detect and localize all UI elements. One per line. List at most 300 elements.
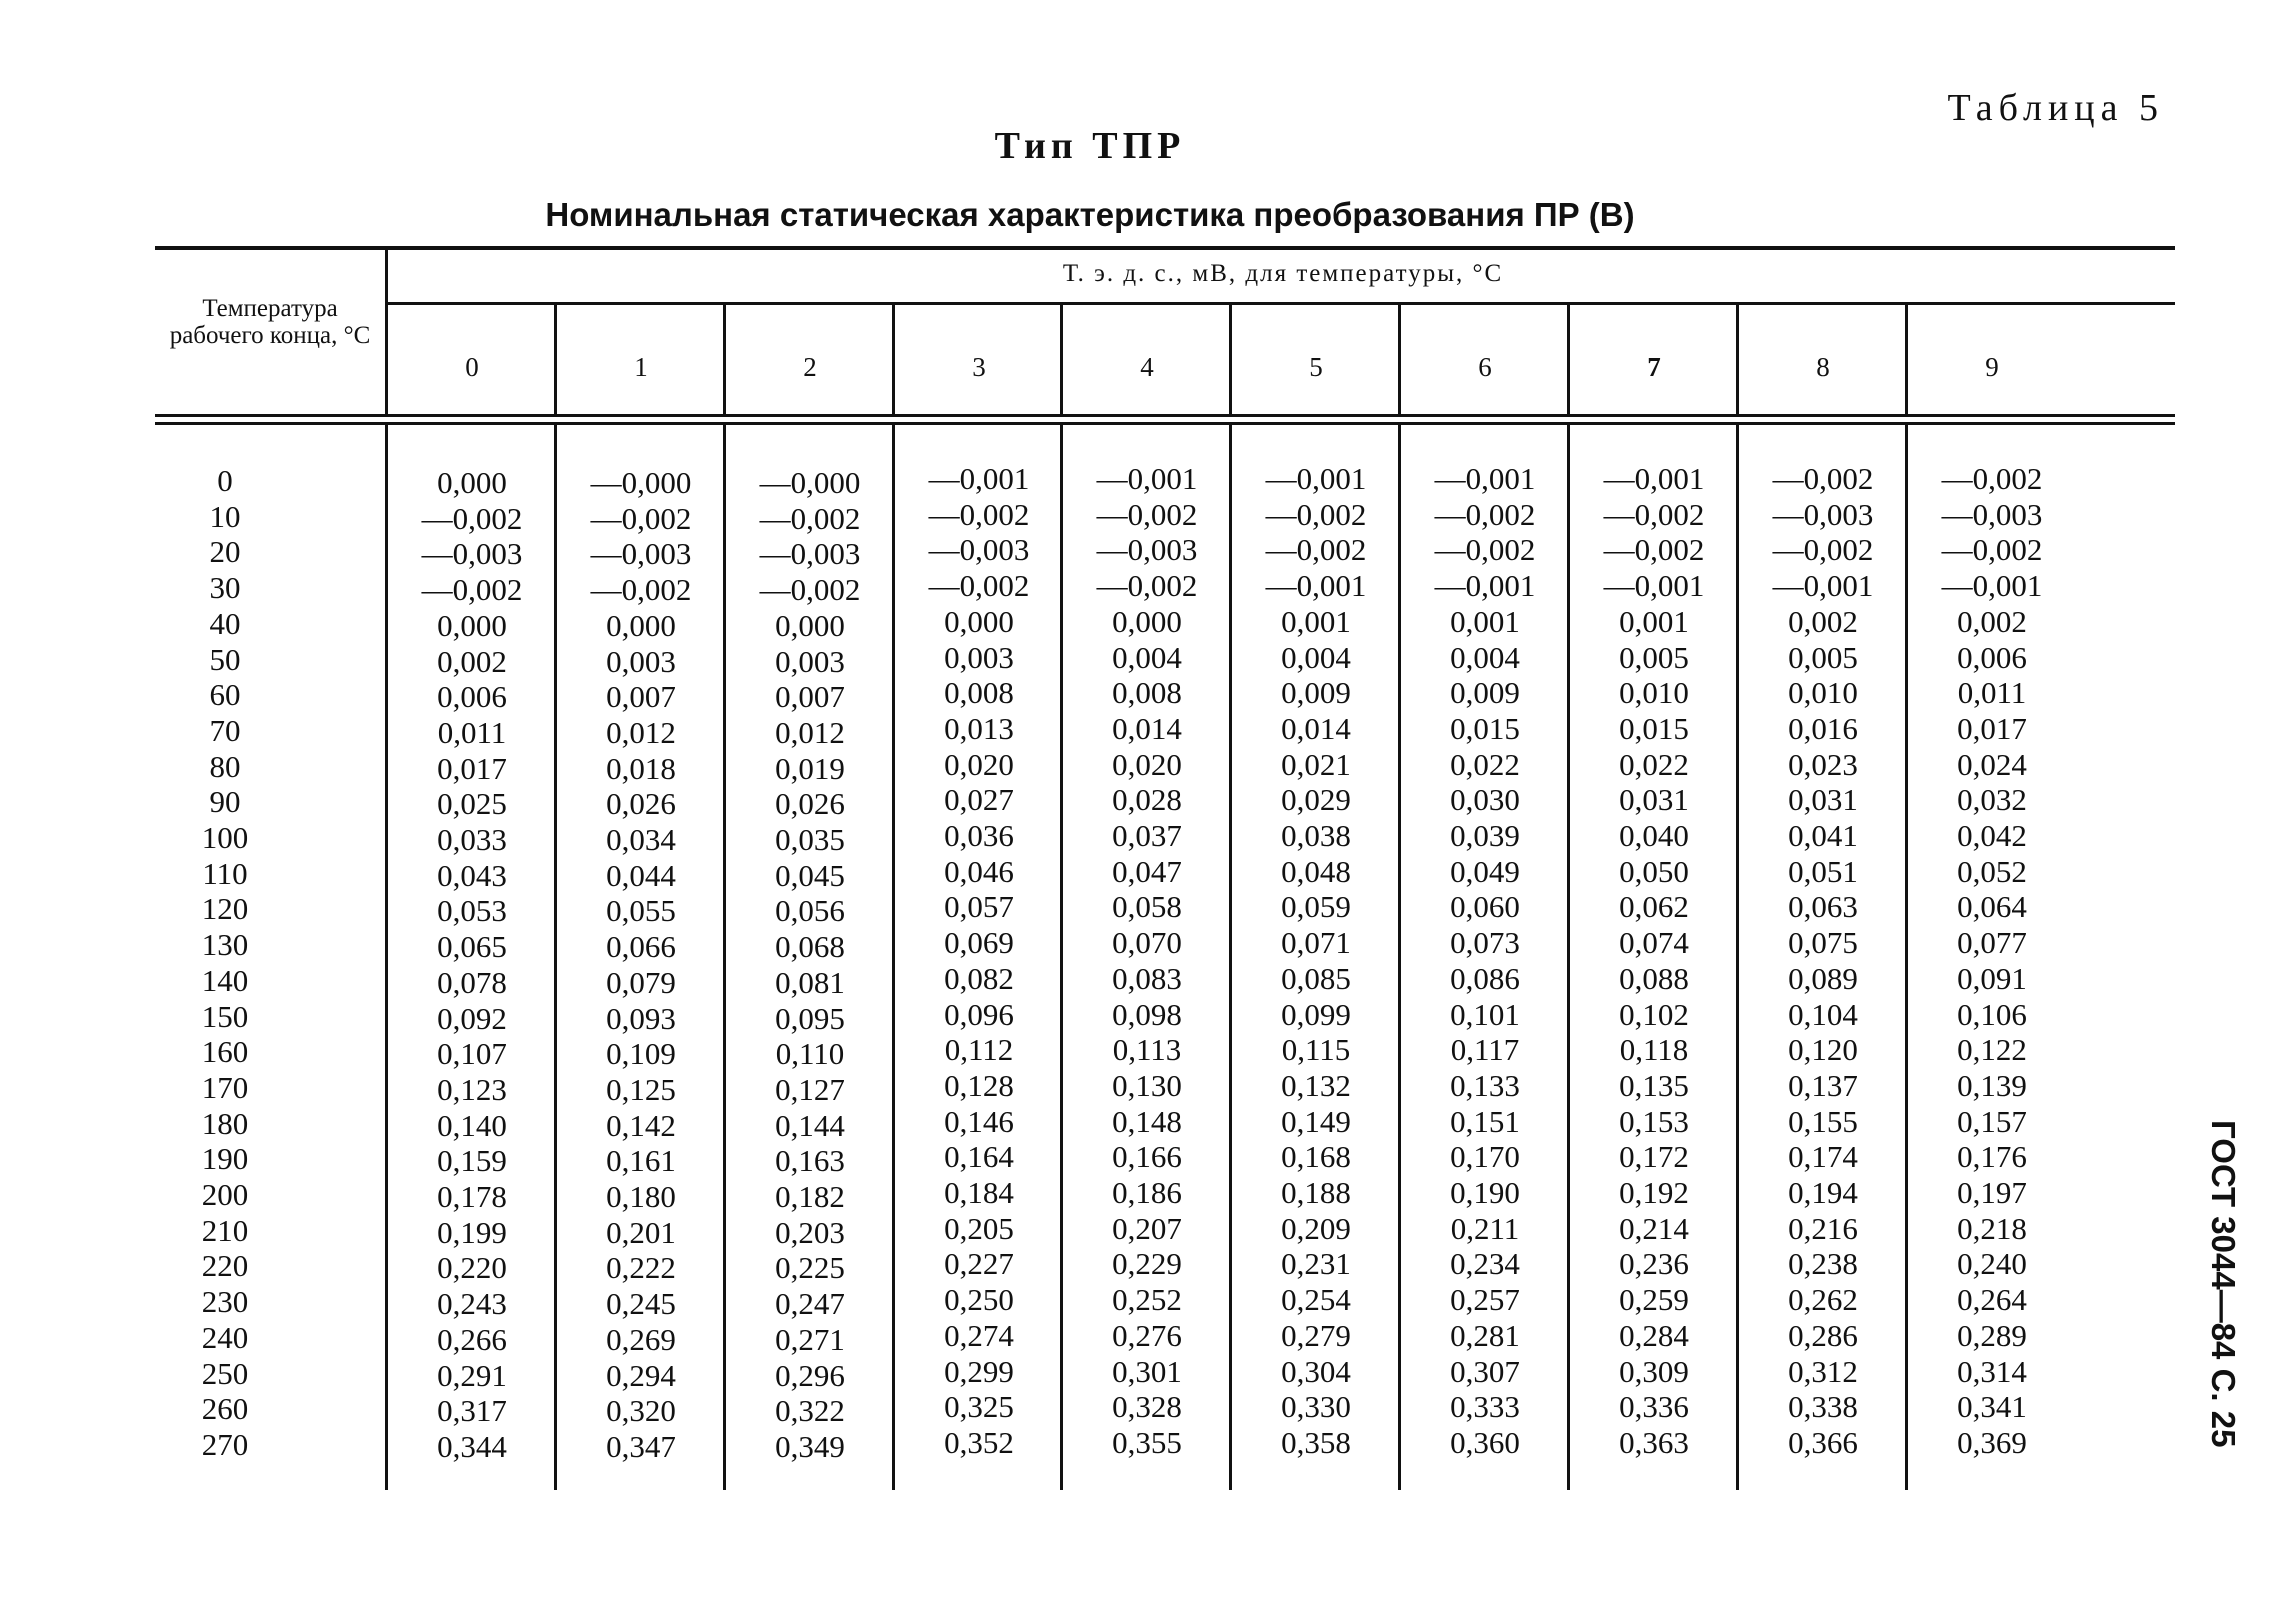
header-bottom-rule-2: [155, 422, 2175, 425]
table-cell: 0,003: [606, 643, 676, 679]
table-cell: 0,004: [1112, 639, 1182, 675]
table-cell: 0,314: [1957, 1353, 2027, 1389]
column-header: 1: [634, 352, 648, 382]
table-cell: 0,026: [606, 786, 676, 822]
column-divider-head: [554, 305, 557, 414]
table-cell: 0,012: [606, 714, 676, 750]
table-cell: —0,003: [1772, 496, 1874, 532]
table-cell: —0,002: [1603, 532, 1705, 568]
table-cell: 0,086: [1450, 960, 1520, 996]
table-cell: 0,243: [437, 1286, 507, 1322]
table-cell: 0,349: [775, 1428, 845, 1464]
table-cell: 0,355: [1112, 1424, 1182, 1460]
table-cell: 0,073: [1450, 925, 1520, 961]
table-cell: 0,093: [606, 1000, 676, 1036]
table-cell: 0,328: [1112, 1389, 1182, 1425]
table-cell: 0,030: [1450, 782, 1520, 818]
header-bottom-rule-1: [155, 414, 2175, 417]
table-cell: 0,056: [775, 893, 845, 929]
table-cell: 0,002: [1957, 603, 2027, 639]
table-cell: 0,155: [1788, 1103, 1858, 1139]
row-temperature: 60: [209, 677, 241, 713]
table-cell: —0,001: [1941, 568, 2043, 604]
table-cell: 0,174: [1788, 1139, 1858, 1175]
table-cell: 0,149: [1281, 1103, 1351, 1139]
table-cell: 0,011: [1957, 675, 2027, 711]
table-cell: 0,118: [1619, 1032, 1689, 1068]
table-cell: 0,022: [1450, 746, 1520, 782]
table-cell: 0,140: [437, 1107, 507, 1143]
table-cell: 0,127: [775, 1071, 845, 1107]
table-cell: 0,257: [1450, 1282, 1520, 1318]
table-cell: 0,020: [944, 746, 1014, 782]
table-cell: 0,069: [944, 925, 1014, 961]
table-cell: 0,157: [1957, 1103, 2027, 1139]
table-cell: 0,021: [1281, 746, 1351, 782]
table-cell: —0,001: [1434, 568, 1536, 604]
table-cell: 0,029: [1281, 782, 1351, 818]
table-cell: 0,125: [606, 1071, 676, 1107]
column-header: 6: [1478, 352, 1492, 382]
table-cell: 0,203: [775, 1214, 845, 1250]
row-temperature: 80: [209, 748, 241, 784]
table-cell: —0,002: [1603, 496, 1705, 532]
type-title: Тип ТПР: [994, 125, 1186, 167]
table-cell: 0,047: [1112, 853, 1182, 889]
table-cell: 0,015: [1450, 710, 1520, 746]
table-cell: 0,034: [606, 822, 676, 857]
table-cell: 0,026: [775, 786, 845, 822]
table-cell: 0,018: [606, 750, 676, 786]
table-cell: 0,004: [1281, 639, 1351, 675]
table-cell: 0,286: [1788, 1317, 1858, 1353]
row-temperature: 110: [202, 855, 248, 891]
table-cell: 0,227: [944, 1246, 1014, 1282]
temp-column-divider-head: [385, 250, 388, 414]
table-cell: 0,211: [1450, 1210, 1520, 1246]
row-temperature: 250: [201, 1355, 249, 1391]
table-cell: —0,001: [1265, 568, 1367, 604]
table-cell: 0,066: [606, 929, 676, 965]
table-cell: 0,262: [1788, 1282, 1858, 1318]
table-cell: 0,031: [1788, 782, 1858, 818]
table-cell: 0,153: [1619, 1103, 1689, 1139]
table-cell: 0,352: [944, 1424, 1014, 1460]
table-cell: 0,238: [1788, 1246, 1858, 1282]
table-cell: 0,102: [1619, 996, 1689, 1032]
table-cell: 0,022: [1619, 746, 1689, 782]
row-temperature: 220: [201, 1248, 249, 1284]
table-cell: 0,159: [437, 1143, 507, 1179]
table-cell: 0,085: [1281, 960, 1351, 996]
table-cell: 0,214: [1619, 1210, 1689, 1246]
table-cell: —0,000: [759, 465, 861, 500]
table-cell: 0,254: [1281, 1282, 1351, 1318]
table-cell: 0,325: [944, 1389, 1014, 1425]
table-cell: —0,002: [759, 572, 861, 608]
table-cell: 0,059: [1281, 889, 1351, 925]
table-cell: 0,063: [1788, 889, 1858, 925]
table-cell: 0,240: [1957, 1246, 2027, 1282]
table-cell: 0,122: [1957, 1032, 2027, 1068]
table-cell: 0,344: [437, 1428, 507, 1464]
table-cell: 0,192: [1619, 1175, 1689, 1210]
row-temperature: 40: [209, 605, 241, 641]
table-cell: 0,017: [1957, 710, 2027, 746]
table-cell: 0,186: [1112, 1175, 1182, 1210]
table-cell: 0,117: [1450, 1032, 1520, 1068]
table-cell: 0,139: [1957, 1067, 2027, 1103]
table-cell: —0,002: [421, 500, 523, 536]
column-header: 4: [1140, 352, 1154, 382]
table-cell: 0,009: [1450, 675, 1520, 711]
table-cell: 0,032: [1957, 782, 2027, 818]
table-cell: 0,082: [944, 960, 1014, 996]
table-cell: 0,101: [1450, 996, 1520, 1032]
table-cell: 0,048: [1281, 853, 1351, 889]
table-cell: 0,135: [1619, 1067, 1689, 1103]
table-cell: —0,002: [1772, 461, 1874, 496]
column-header: 0: [465, 352, 479, 382]
table-cell: 0,000: [606, 607, 676, 643]
table-cell: —0,002: [1265, 496, 1367, 532]
table-cell: —0,002: [1096, 496, 1198, 532]
table-cell: 0,044: [606, 857, 676, 893]
column-divider-head: [1229, 305, 1232, 414]
table-cell: 0,264: [1957, 1282, 2027, 1318]
table-cell: 0,099: [1281, 996, 1351, 1032]
table-cell: 0,045: [775, 857, 845, 893]
standard-page-label: ГОСТ 3044—84 С. 25: [2205, 1120, 2242, 1448]
row-temperature: 130: [201, 927, 249, 963]
row-temperature: 170: [201, 1069, 249, 1105]
table-cell: 0,003: [775, 643, 845, 679]
table-cell: 0,205: [944, 1210, 1014, 1246]
table-cell: 0,132: [1281, 1067, 1351, 1103]
table-cell: 0,027: [944, 782, 1014, 818]
table-cell: 0,279: [1281, 1317, 1351, 1353]
table-cell: 0,170: [1450, 1139, 1520, 1175]
table-cell: —0,002: [590, 500, 692, 536]
table-cell: 0,133: [1450, 1067, 1520, 1103]
table-cell: —0,001: [1096, 461, 1198, 496]
table-cell: 0,038: [1281, 818, 1351, 853]
table-cell: 0,266: [437, 1321, 507, 1357]
row-temperature: 240: [201, 1319, 249, 1355]
table-label: Таблица 5: [1947, 87, 2164, 129]
table-cell: 0,184: [944, 1175, 1014, 1210]
table-cell: 0,146: [944, 1103, 1014, 1139]
table-cell: 0,005: [1788, 639, 1858, 675]
table-cell: —0,002: [421, 572, 523, 608]
row-temperature: 10: [209, 498, 241, 534]
table-cell: 0,194: [1788, 1175, 1858, 1210]
column-divider-head: [1567, 305, 1570, 414]
table-cell: —0,002: [928, 496, 1030, 532]
table-cell: 0,078: [437, 964, 507, 1000]
table-cell: 0,000: [1112, 603, 1182, 639]
table-cell: 0,000: [775, 607, 845, 643]
table-cell: 0,284: [1619, 1317, 1689, 1353]
table-cell: 0,023: [1788, 746, 1858, 782]
table-cell: 0,112: [944, 1032, 1014, 1068]
table-cell: 0,216: [1788, 1210, 1858, 1246]
table-cell: 0,222: [606, 1250, 676, 1286]
table-cell: 0,000: [437, 465, 507, 500]
table-cell: 0,106: [1957, 996, 2027, 1032]
table-cell: 0,281: [1450, 1317, 1520, 1353]
table-cell: —0,001: [1434, 461, 1536, 496]
row-temperature: 260: [201, 1391, 249, 1427]
row-temperature: 100: [201, 820, 249, 855]
table-cell: 0,115: [1281, 1032, 1351, 1068]
table-cell: —0,003: [1941, 496, 2043, 532]
table-cell: 0,089: [1788, 960, 1858, 996]
table-cell: —0,002: [1434, 532, 1536, 568]
table-cell: 0,000: [944, 603, 1014, 639]
table-cell: —0,002: [1941, 461, 2043, 496]
table-cell: 0,259: [1619, 1282, 1689, 1318]
table-cell: 0,250: [944, 1282, 1014, 1318]
table-cell: 0,007: [606, 679, 676, 715]
table-cell: 0,050: [1619, 853, 1689, 889]
table-cell: 0,199: [437, 1214, 507, 1250]
table-cell: 0,151: [1450, 1103, 1520, 1139]
table-cell: 0,358: [1281, 1424, 1351, 1460]
table-cell: 0,188: [1281, 1175, 1351, 1210]
table-cell: 0,091: [1957, 960, 2027, 996]
table-cell: 0,007: [775, 679, 845, 715]
table-cell: —0,002: [1265, 532, 1367, 568]
table-cell: 0,042: [1957, 818, 2027, 853]
table-cell: 0,120: [1788, 1032, 1858, 1068]
table-cell: 0,330: [1281, 1389, 1351, 1425]
table-cell: 0,176: [1957, 1139, 2027, 1175]
table-cell: 0,035: [775, 822, 845, 857]
table-cell: 0,322: [775, 1393, 845, 1429]
table-cell: 0,025: [437, 786, 507, 822]
table-cell: 0,062: [1619, 889, 1689, 925]
table-cell: 0,005: [1619, 639, 1689, 675]
table-cell: 0,320: [606, 1393, 676, 1429]
table-cell: 0,075: [1788, 925, 1858, 961]
table-cell: 0,291: [437, 1357, 507, 1393]
table-cell: 0,307: [1450, 1353, 1520, 1389]
table-cell: 0,040: [1619, 818, 1689, 853]
table-cell: 0,000: [437, 607, 507, 643]
table-cell: 0,065: [437, 929, 507, 965]
column-header: 2: [803, 352, 817, 382]
column-divider-head: [892, 305, 895, 414]
table-cell: 0,041: [1788, 818, 1858, 853]
table-cell: 0,051: [1788, 853, 1858, 889]
table-cell: 0,036: [944, 818, 1014, 853]
table-cell: 0,128: [944, 1067, 1014, 1103]
table-cell: 0,338: [1788, 1389, 1858, 1425]
table-cell: 0,182: [775, 1179, 845, 1214]
row-temperature: 70: [209, 712, 241, 748]
table-cell: 0,347: [606, 1428, 676, 1464]
table-cell: 0,123: [437, 1071, 507, 1107]
table-cell: —0,002: [1772, 532, 1874, 568]
table-cell: —0,002: [1096, 568, 1198, 604]
table-cell: 0,301: [1112, 1353, 1182, 1389]
table-cell: 0,008: [1112, 675, 1182, 711]
table-cell: 0,164: [944, 1139, 1014, 1175]
table-cell: 0,309: [1619, 1353, 1689, 1389]
table-cell: 0,001: [1450, 603, 1520, 639]
table-cell: 0,009: [1281, 675, 1351, 711]
table-cell: 0,031: [1619, 782, 1689, 818]
table-cell: 0,252: [1112, 1282, 1182, 1318]
table-cell: 0,083: [1112, 960, 1182, 996]
table-cell: 0,019: [775, 750, 845, 786]
table-cell: 0,163: [775, 1143, 845, 1179]
row-temperature: 160: [201, 1034, 249, 1070]
table-cell: 0,271: [775, 1321, 845, 1357]
table-cell: 0,049: [1450, 853, 1520, 889]
table-cell: 0,363: [1619, 1424, 1689, 1460]
table-cell: 0,231: [1281, 1246, 1351, 1282]
table-cell: 0,245: [606, 1286, 676, 1322]
column-header: 9: [1985, 352, 1999, 382]
column-divider-head: [1060, 305, 1063, 414]
table-cell: 0,247: [775, 1286, 845, 1322]
table-cell: 0,234: [1450, 1246, 1520, 1282]
table-cell: 0,312: [1788, 1353, 1858, 1389]
table-cell: 0,172: [1619, 1139, 1689, 1175]
table-cell: —0,003: [1096, 532, 1198, 568]
table-cell: 0,002: [437, 643, 507, 679]
table-cell: 0,046: [944, 853, 1014, 889]
table-cell: 0,294: [606, 1357, 676, 1393]
row-temperature: 270: [201, 1426, 249, 1462]
table-cell: 0,201: [606, 1214, 676, 1250]
table-cell: —0,002: [1941, 532, 2043, 568]
table-cell: 0,028: [1112, 782, 1182, 818]
row-temperature: 140: [201, 962, 249, 998]
table-cell: —0,002: [590, 572, 692, 608]
row-temperature: 30: [209, 570, 241, 606]
table-cell: 0,341: [1957, 1389, 2027, 1425]
table-cell: 0,081: [775, 964, 845, 1000]
table-cell: 0,020: [1112, 746, 1182, 782]
column-header: 3: [972, 352, 986, 382]
table-cell: —0,003: [928, 532, 1030, 568]
table-cell: 0,130: [1112, 1067, 1182, 1103]
table-cell: 0,055: [606, 893, 676, 929]
table-cell: 0,096: [944, 996, 1014, 1032]
table-cell: 0,079: [606, 964, 676, 1000]
table-cell: 0,077: [1957, 925, 2027, 961]
table-cell: 0,092: [437, 1000, 507, 1036]
table-cell: 0,016: [1788, 710, 1858, 746]
table-cell: 0,039: [1450, 818, 1520, 853]
table-cell: 0,229: [1112, 1246, 1182, 1282]
table-cell: 0,110: [775, 1036, 845, 1072]
table-cell: 0,012: [775, 714, 845, 750]
table-cell: 0,144: [775, 1107, 845, 1143]
table-cell: 0,225: [775, 1250, 845, 1286]
table-cell: 0,333: [1450, 1389, 1520, 1425]
table-cell: 0,058: [1112, 889, 1182, 925]
column-divider-head: [1905, 305, 1908, 414]
table-cell: 0,002: [1788, 603, 1858, 639]
row-temperature: 180: [201, 1105, 249, 1141]
table-cell: 0,037: [1112, 818, 1182, 853]
table-cell: 0,004: [1450, 639, 1520, 675]
table-cell: 0,369: [1957, 1424, 2027, 1460]
row-temperature: 200: [201, 1177, 249, 1212]
table-cell: 0,274: [944, 1317, 1014, 1353]
table-cell: 0,299: [944, 1353, 1014, 1389]
table-cell: 0,033: [437, 822, 507, 857]
table-cell: 0,209: [1281, 1210, 1351, 1246]
table-cell: —0,001: [1603, 568, 1705, 604]
table-cell: 0,218: [1957, 1210, 2027, 1246]
table-cell: 0,104: [1788, 996, 1858, 1032]
table-cell: 0,207: [1112, 1210, 1182, 1246]
table-cell: 0,052: [1957, 853, 2027, 889]
table-cell: 0,003: [944, 639, 1014, 675]
table-cell: 0,304: [1281, 1353, 1351, 1389]
table-cell: 0,366: [1788, 1424, 1858, 1460]
table-cell: 0,296: [775, 1357, 845, 1393]
table-cell: —0,003: [421, 536, 523, 572]
table-subtitle: Номинальная статическая характеристика преобразования ПР (В): [545, 196, 1635, 233]
table-cell: 0,074: [1619, 925, 1689, 961]
table-cell: —0,001: [1603, 461, 1705, 496]
row-temperature: 150: [201, 998, 249, 1034]
row-temperature: 0: [217, 463, 233, 498]
table-cell: 0,088: [1619, 960, 1689, 996]
table-cell: 0,137: [1788, 1067, 1858, 1103]
row-temperature: 230: [201, 1284, 249, 1320]
table-cell: 0,008: [944, 675, 1014, 711]
table-cell: 0,071: [1281, 925, 1351, 961]
table-cell: 0,001: [1619, 603, 1689, 639]
column-divider-head: [1736, 305, 1739, 414]
table-cell: 0,057: [944, 889, 1014, 925]
table-cell: —0,002: [928, 568, 1030, 604]
table-cell: 0,289: [1957, 1317, 2027, 1353]
column-header: 5: [1309, 352, 1323, 382]
table-cell: 0,220: [437, 1250, 507, 1286]
row-temperature: 210: [201, 1212, 249, 1248]
header-emf: Т. э. д. с., мВ, для температуры, °С: [1062, 260, 1504, 287]
column-divider-head: [723, 305, 726, 414]
row-temperature: 20: [209, 534, 241, 570]
column-header: 7: [1647, 352, 1661, 382]
table-cell: —0,002: [1434, 496, 1536, 532]
column-header: 8: [1816, 352, 1830, 382]
table-cell: 0,095: [775, 1000, 845, 1036]
table-cell: —0,002: [759, 500, 861, 536]
table-cell: 0,166: [1112, 1139, 1182, 1175]
row-temperature: 90: [209, 784, 241, 820]
table-cell: 0,068: [775, 929, 845, 965]
table-cell: —0,001: [1772, 568, 1874, 604]
table-cell: 0,113: [1112, 1032, 1182, 1068]
table-cell: 0,060: [1450, 889, 1520, 925]
table-cell: 0,168: [1281, 1139, 1351, 1175]
table-cell: 0,360: [1450, 1424, 1520, 1460]
table-cell: —0,001: [1265, 461, 1367, 496]
table-cell: 0,236: [1619, 1246, 1689, 1282]
row-temperature: 120: [201, 891, 249, 927]
table-cell: 0,053: [437, 893, 507, 929]
table-cell: 0,190: [1450, 1175, 1520, 1210]
